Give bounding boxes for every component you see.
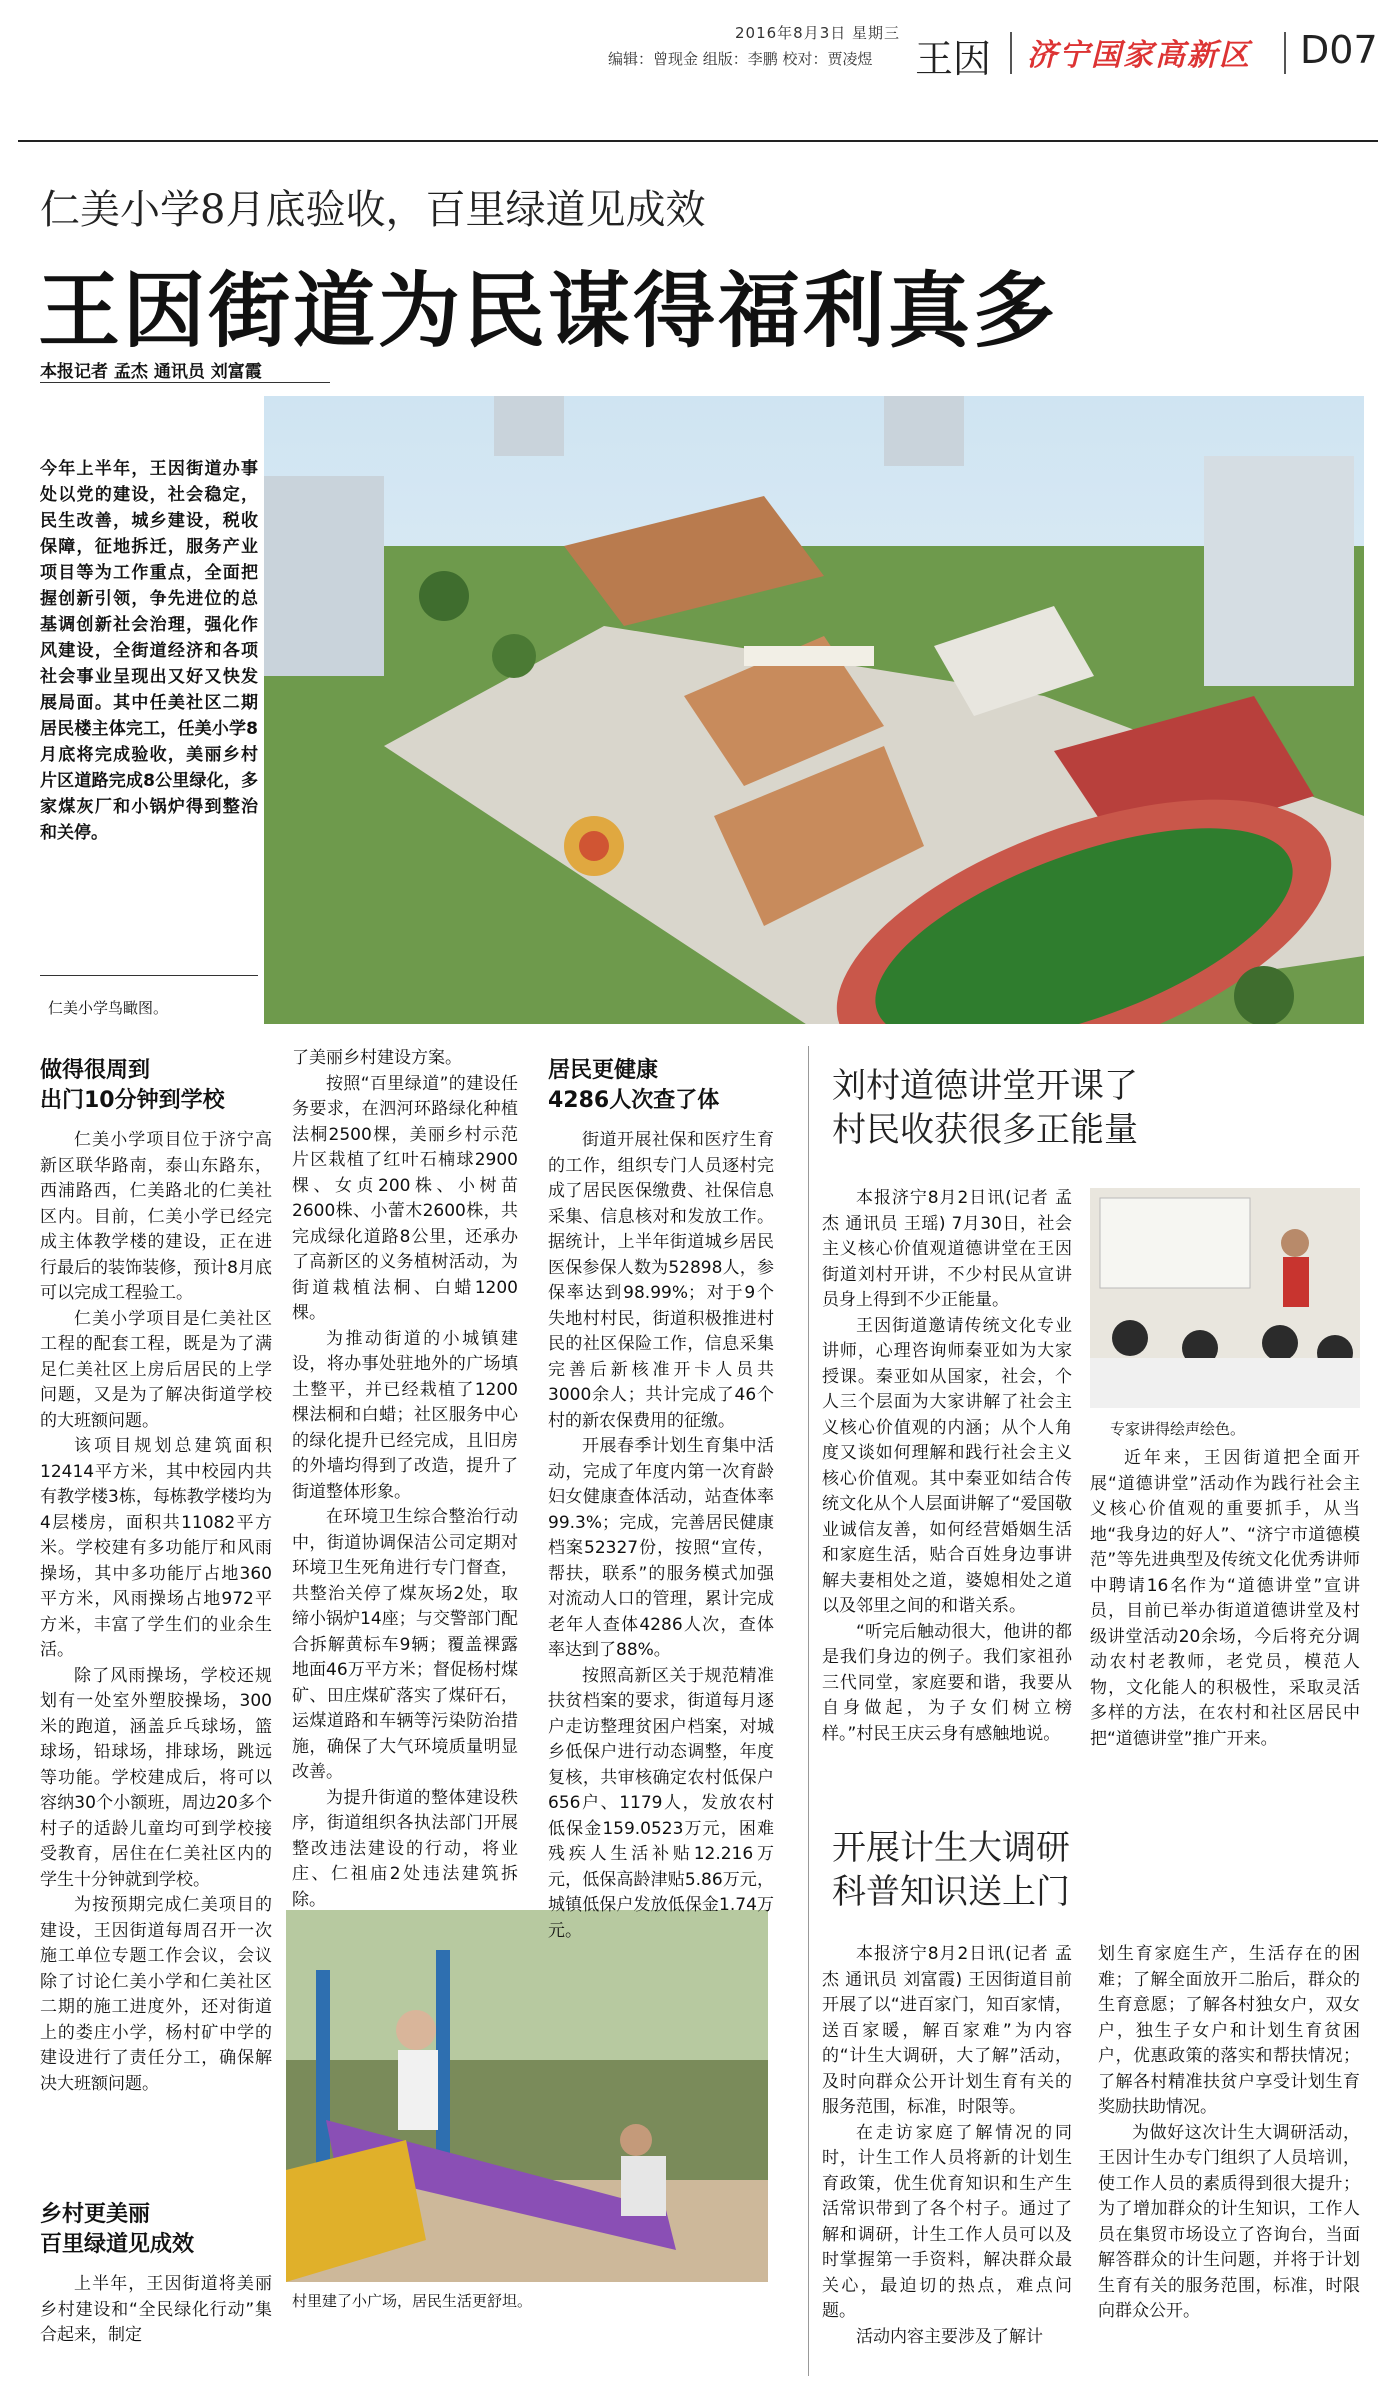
paragraph: 该项目规划总建筑面积12414平方米，其中校园内共有教学楼3栋，每栋教学楼均为4层楼房，面积共11082平方米。学校建有多功能厅和风雨操场，其中多功能厅占地360平方米，风雨操场占地972平方米，丰富了学生们的业余生活。 — [40, 1436, 272, 1660]
article-byline: 本报记者 孟杰 通讯员 刘富霞 — [40, 362, 262, 382]
editorial-staff: 编辑：曾现金 组版：李鹏 校对：贾凌煜 — [608, 50, 873, 68]
paragraph: 开展春季计划生育集中活动，完成了年度内第一次育龄妇女健康查体活动，站查体率99.3%；完成，完善居民健康档案52327份，按照“宣传，帮扶，联系”的服务模式加强对流动人口的管理，累计完成老年人查体4286人次，查体率达到了88%。 — [548, 1436, 774, 1660]
article-headline: 王因街道为民谋得福利真多 — [38, 263, 1059, 359]
lecture-photo — [1090, 1188, 1360, 1408]
paragraph: 近年来，王因街道把全面开展“道德讲堂”活动作为践行社会主义核心价值观的重要抓手，从当地“我身边的好人”、“济宁市道德模范”等先进典型及传统文化优秀讲师中聘请16名作为“道德讲堂”宣讲员，目前已举办街道道德讲堂及村级讲堂活动20余场，今后将充分调动农村老教师，老党员，模范人物，文化能人的积极性，采取灵活多样的方法，在农村和社区居民中把“道德讲堂”推广开来。 — [1090, 1448, 1360, 1749]
column-1 — [40, 1128, 272, 2097]
photo-caption: 仁美小学鸟瞰图。 — [48, 999, 169, 1017]
section-name: 王因 — [915, 37, 992, 81]
photo-caption: 专家讲得绘声绘色。 — [1110, 1420, 1246, 1438]
paragraph: 为按预期完成仁美项目的建设，王因街道每周召开一次施工单位专题工作会议，会议除了讨论仁美小学和仁美社区二期的施工进度外，还对街道上的娄庄小学，杨村矿中学的建设进行了责任分工，确保解决大班额问题。 — [40, 1895, 272, 2094]
paragraph: 为提升街道的整体建设秩序，街道组织各执法部门开展整改违法建设的行动，将业庄、仁祖庙2处违法建筑拆除。 — [292, 1787, 518, 1910]
article2-title: 刘村道德讲堂开课了 村民收获很多正能量 — [832, 1066, 1138, 1150]
column-divider — [808, 1046, 809, 2376]
paragraph: 活动内容主要涉及了解计 — [856, 2326, 1043, 2347]
section-title: 居民更健康 4286人次查了体 — [548, 1058, 720, 1113]
page-number: D07 — [1300, 28, 1378, 72]
byline-rule — [40, 382, 330, 383]
paragraph: 为做好这次计生大调研活动，王因计生办专门组织了人员培训，使工作人员的素质得到很大提升；为了增加群众的计生知识，工作人员在集贸市场设立了咨询台，当面解答群众的计生问题，并将于计划生育有关的服务范围，标准，时限向群众公开。 — [1098, 2122, 1360, 2321]
paragraph: 在环境卫生综合整治行动中，街道协调保洁公司定期对环境卫生死角进行专门督查，共整治关停了煤灰场2处，取缔小锅炉14座；与交警部门配合拆解黄标车9辆；覆盖裸露地面46万平方米；督促杨村煤矿、田庄煤矿落实了煤矸石，运煤道路和车辆等污染防治措施，确保了大气环境质量明显改善。 — [292, 1507, 518, 1782]
brand-logo: 济宁国家高新区 — [1027, 38, 1251, 73]
caption-rule — [40, 975, 258, 976]
article3-left — [822, 1942, 1072, 2350]
header-divider — [1284, 32, 1286, 74]
paragraph: 上半年，王因街道将美丽乡村建设和“全民绿化行动”集合起来，制定 — [40, 2274, 272, 2345]
paragraph: 按照“百里绿道”的建设任务要求，在泗河环路绿化种植法桐2500棵，美丽乡村示范片区栽植了红叶石楠球2900棵、女贞200株、小树苗2600株、小蕾木2600株，共完成绿化道路8公里，还承办了高新区的义务植树活动，为街道栽植法桐、白蜡1200棵。 — [292, 1073, 518, 1323]
paragraph: “听完后触动很大，他讲的都是我们身边的例子。我们家祖孙三代同堂，家庭要和谐，我要从自身做起，为子女们树立榜样。”村民王庆云身有感触地说。 — [822, 1621, 1072, 1744]
column-2 — [292, 1046, 518, 1913]
article2-left — [822, 1186, 1072, 1747]
article3-right — [1098, 1942, 1360, 2325]
paragraph: 划生育家庭生产，生活存在的困难；了解全面放开二胎后，群众的生育意愿；了解各村独女户，双女户，独生子女户和计划生育贫困户，优惠政策的落实和帮扶情况；了解各村精准扶贫户享受计划生育奖励扶助情况。 — [1098, 1944, 1360, 2117]
column-3 — [548, 1128, 774, 1944]
header-divider — [1010, 32, 1012, 74]
column-1-tail — [40, 2272, 272, 2349]
paragraph: 在走访家庭了解情况的同时，计生工作人员将新的计划生育政策，优生优育知识和生产生活常识带到了各个村子。通过了解和调研，计生工作人员可以及时掌握第一手资料，解决群众最关心，最迫切的热点，难点问题。 — [822, 2122, 1072, 2321]
photo-caption: 村里建了小广场，居民生活更舒坦。 — [292, 2292, 533, 2310]
top-rule — [18, 140, 1378, 142]
paragraph: 除了风雨操场，学校还规划有一处室外塑胶操场，300米的跑道，涵盖乒乓球场，篮球场，铅球场，排球场，跳远等功能。学校建成后，将可以容纳30个小额班，周边20多个村子的适龄儿童均可到学校接受教育，居住在仁美社区内的学生十分钟就到学校。 — [40, 1665, 272, 1890]
school-aerial-photo — [264, 396, 1364, 1024]
paragraph: 按照高新区关于规范精准扶贫档案的要求，街道每月逐户走访整理贫困户档案，对城乡低保户进行动态调整，年度复核，共审核确定农村低保户656户、1179人，发放农村低保金159.0523万元，困难残疾人生活补贴12.216万元，低保高龄津贴5.86万元，城镇低保户发放低保金1.74万元。 — [548, 1665, 774, 1941]
article-subhead: 仁美小学8月底验收，百里绿道见成效 — [40, 187, 706, 233]
paragraph: 王因街道邀请传统文化专业讲师，心理咨询师秦亚如为大家授课。秦亚如从国家，社会，个人三个层面为大家讲解了社会主义核心价值观的内涵；从个人角度又谈如何理解和践行社会主义核心价值观。其中秦亚如结合传统文化从个人层面讲解了“爱国敬业诚信友善，如何经营婚姻生活和家庭生活，贴合百姓身边事讲解夫妻相处之道，婆媳相处之道以及邻里之间的和谐关系。 — [822, 1315, 1072, 1616]
article-lead: 今年上半年，王因街道办事处以党的建设，社会稳定，民生改善，城乡建设，税收保障，征地拆迁，服务产业项目等为工作重点，全面把握创新引领，争先进位的总基调创新社会治理，强化作风建设，全街道经济和各项社会事业呈现出又好又快发展局面。其中任美社区二期居民楼主体完工，任美小学8月底将完成验收，美丽乡村片区道路完成8公里绿化，多家煤灰厂和小锅炉得到整治和关停。 — [40, 459, 258, 843]
article3-title: 开展计生大调研 科普知识送上门 — [832, 1828, 1070, 1912]
dateline: 本报济宁8月2日讯(记者 孟杰 通讯员 王瑶) 7月30日，社会主义核心价值观道德讲堂在王因街道刘村开讲，不少村民从宣讲员身上得到不少正能量。 — [822, 1188, 1072, 1310]
issue-date: 2016年8月3日 星期三 — [735, 24, 901, 42]
paragraph: 本报济宁8月2日讯(记者 孟杰 通讯员 刘富霞) 王因街道目前开展了以“进百家门，知百家情，送百家暖，解百家难”为内容的“计生大调研，大了解”活动，及时向群众公开计划生育有关的服务范围，标准，时限等。 — [822, 1944, 1072, 2117]
section-title: 乡村更美丽 百里绿道见成效 — [40, 2202, 195, 2257]
paragraph: 了美丽乡村建设方案。 — [292, 1048, 462, 1068]
article2-right — [1090, 1446, 1360, 1752]
paragraph: 仁美小学项目位于济宁高新区联华路南，泰山东路东，西浦路西，仁美路北的仁美社区内。目前，仁美小学已经完成主体教学楼的建设，正在进行最后的装饰装修，预计8月底可以完成工程验工。 — [40, 1130, 272, 1303]
section-title: 做得很周到 出门10分钟到学校 — [40, 1058, 225, 1113]
paragraph: 街道开展社保和医疗生育的工作，组织专门人员逐村完成了居民医保缴费、社保信息采集、信息核对和发放工作。据统计，上半年街道城乡居民医保参保人数为52898人，参保率达到98.99%；对于9个失地村村民，街道积极推进村民的社区保险工作，信息采集完善后新核准开卡人员共3000余人；共计完成了46个村的新农保费用的征缴。 — [548, 1130, 774, 1431]
paragraph: 为推动街道的小城镇建设，将办事处驻地外的广场填土整平，并已经栽植了1200棵法桐和白蜡；社区服务中心的绿化提升已经完成，且旧房的外墙均得到了改造，提升了街道整体形象。 — [292, 1328, 518, 1502]
paragraph: 仁美小学项目是仁美社区工程的配套工程，既是为了满足仁美社区上房后居民的上学问题，又是为了解决街道学校的大班额问题。 — [40, 1308, 272, 1431]
playground-photo — [286, 1910, 768, 2282]
